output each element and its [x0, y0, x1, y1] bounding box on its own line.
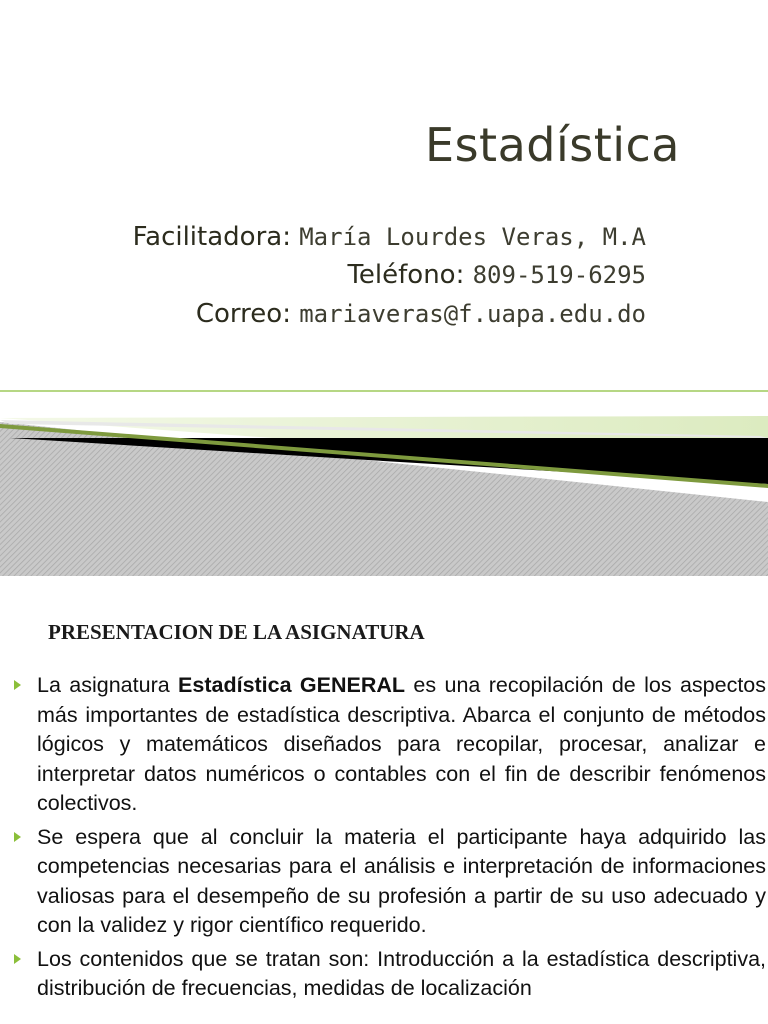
- bullet-text-bold: Estadística GENERAL: [178, 673, 406, 697]
- list-item: [37, 945, 766, 1004]
- email-line: [196, 299, 646, 329]
- content-slide: [0, 576, 768, 1024]
- bullet-list: [0, 671, 768, 1008]
- section-heading: PRESENTACION DE LA ASIGNATURA: [48, 620, 425, 644]
- facilitator-label: Facilitadora:: [132, 222, 291, 252]
- facilitator-line: [133, 222, 646, 252]
- slide-title: Estadística: [425, 118, 680, 172]
- email-label: Correo:: [195, 299, 291, 329]
- bullet-text: Se espera que al concluir la materia el participante haya adquirido las competencias necesarias para el análisis e interpretación de informaciones valiosas para el desempeño de su profesión a partir de su uso adecuado y con la validez y rigor científico requerido.: [37, 824, 766, 937]
- decorative-bands: [0, 380, 768, 576]
- phone-label: Teléfono:: [347, 260, 465, 290]
- bullet-text: Los contenidos que se tratan son: Introducción a la estadística descriptiva, distribución de frecuencias, medidas de localización: [37, 946, 766, 1000]
- bullet-arrow-icon: [14, 832, 21, 842]
- facilitator-value: María Lourdes Veras, M.A: [299, 223, 646, 251]
- list-item: [37, 823, 766, 941]
- phone-value: 809-519-6295: [472, 261, 646, 289]
- bullet-arrow-icon: [14, 680, 21, 690]
- bullet-text-pre: La asignatura: [37, 673, 179, 697]
- phone-line: [347, 260, 646, 290]
- bullet-text-post: es una recopilación de los aspectos más importantes de estadística descriptiva. Abarca el conjunto de métodos lógicos y matemáticos diseñados para recopilar, procesar, analizar e interpretar datos numéricos o contables con el fin de describir fenómenos colectivos.: [37, 673, 766, 815]
- bullet-arrow-icon: [14, 954, 21, 964]
- list-item: [37, 671, 766, 819]
- email-value: mariaveras@f.uapa.edu.do: [299, 300, 646, 328]
